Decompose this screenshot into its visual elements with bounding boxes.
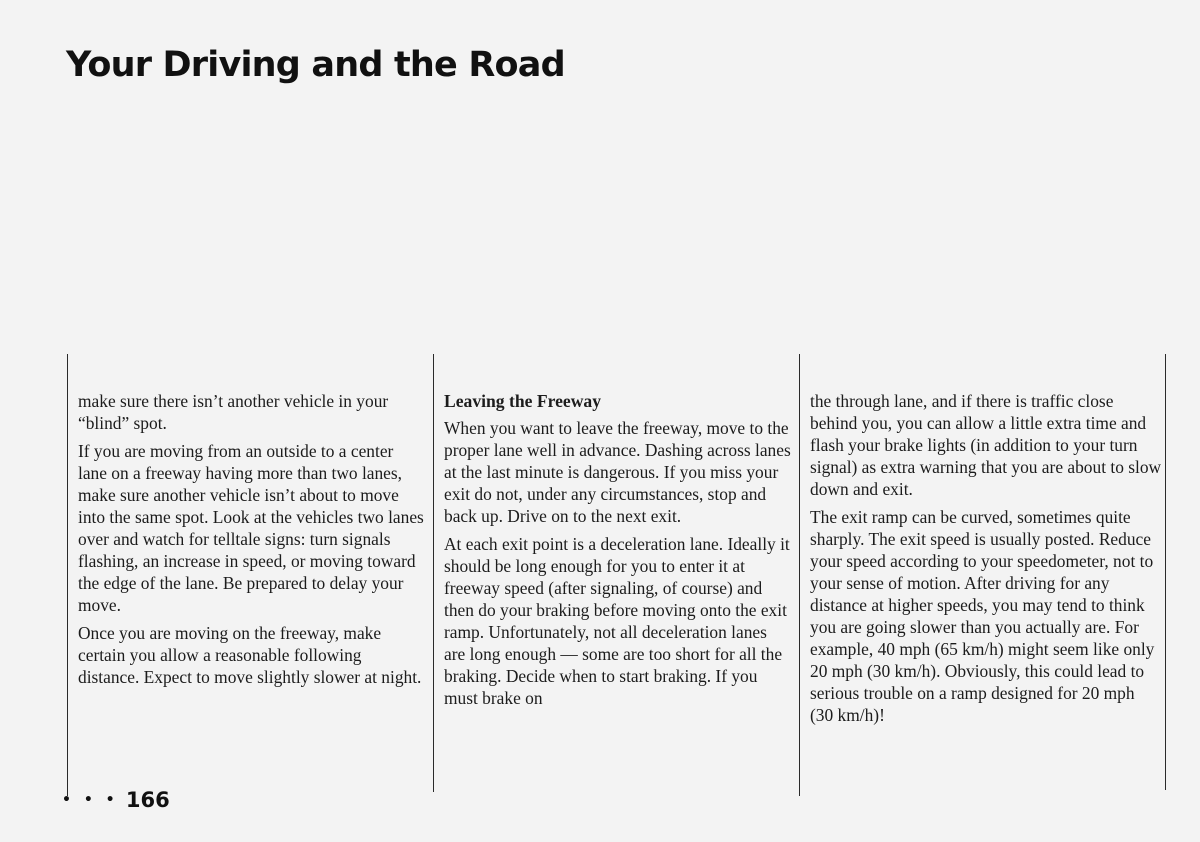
paragraph: If you are moving from an outside to a center lane on a freeway having more than two lanes, make sure another vehicle isn’t about to move into the same spot. Look at the vehicles two lanes over and watch for telltale signs: turn signals flashing, an increase in speed, or moving toward the edge of the lane. Be prepared to delay your move. bbox=[78, 441, 424, 615]
paragraph: The exit ramp can be curved, sometimes quite sharply. The exit speed is usually posted. Reduce your speed according to your speedometer, not to your sense of motion. After driving for any distance at higher speeds, you may tend to think you are going slower than you actually are. For example, 40 mph (65 km/h) might seem like only 20 mph (30 km/h). Obviously, this could lead to serious trouble on a ramp designed for 20 mph (30 km/h)! bbox=[810, 507, 1155, 725]
page-number bbox=[62, 788, 170, 812]
column-rule bbox=[1165, 354, 1166, 790]
text-column-2 bbox=[444, 390, 792, 715]
paragraph: the through lane, and if there is traffic close behind you, you can allow a little extra time and flash your brake lights (in addition to your turn signal) as extra warning that you are about to slow down and exit. bbox=[810, 391, 1162, 499]
paragraph: When you want to leave the freeway, move to the proper lane well in advance. Dashing across lanes at the last minute is dangerous. If you miss your exit do not, under any circumstances, stop and back up. Drive on to the next exit. bbox=[444, 418, 791, 526]
column-rule bbox=[799, 354, 800, 796]
page-number-dots: • • • bbox=[62, 792, 119, 808]
column-rule bbox=[67, 354, 68, 796]
paragraph: make sure there isn’t another vehicle in your “blind” spot. bbox=[78, 391, 389, 433]
paragraph: At each exit point is a deceleration lane. Ideally it should be long enough for you to enter it at freeway speed (after signaling, of course) and then do your braking before moving onto the exit ramp. Unfortunately, not all deceleration lanes are long enough — some are too short for all the braking. Decide when to start braking. If you must brake on bbox=[444, 534, 790, 708]
page-title: Your Driving and the Road bbox=[66, 45, 565, 85]
paragraph: Once you are moving on the freeway, make certain you allow a reasonable following distance. Expect to move slightly slower at night. bbox=[78, 623, 422, 687]
text-column-1 bbox=[78, 390, 426, 694]
page-number-value: 166 bbox=[125, 788, 170, 812]
column-rule bbox=[433, 354, 434, 792]
section-heading: Leaving the Freeway bbox=[444, 391, 602, 411]
text-column-3 bbox=[810, 390, 1162, 732]
